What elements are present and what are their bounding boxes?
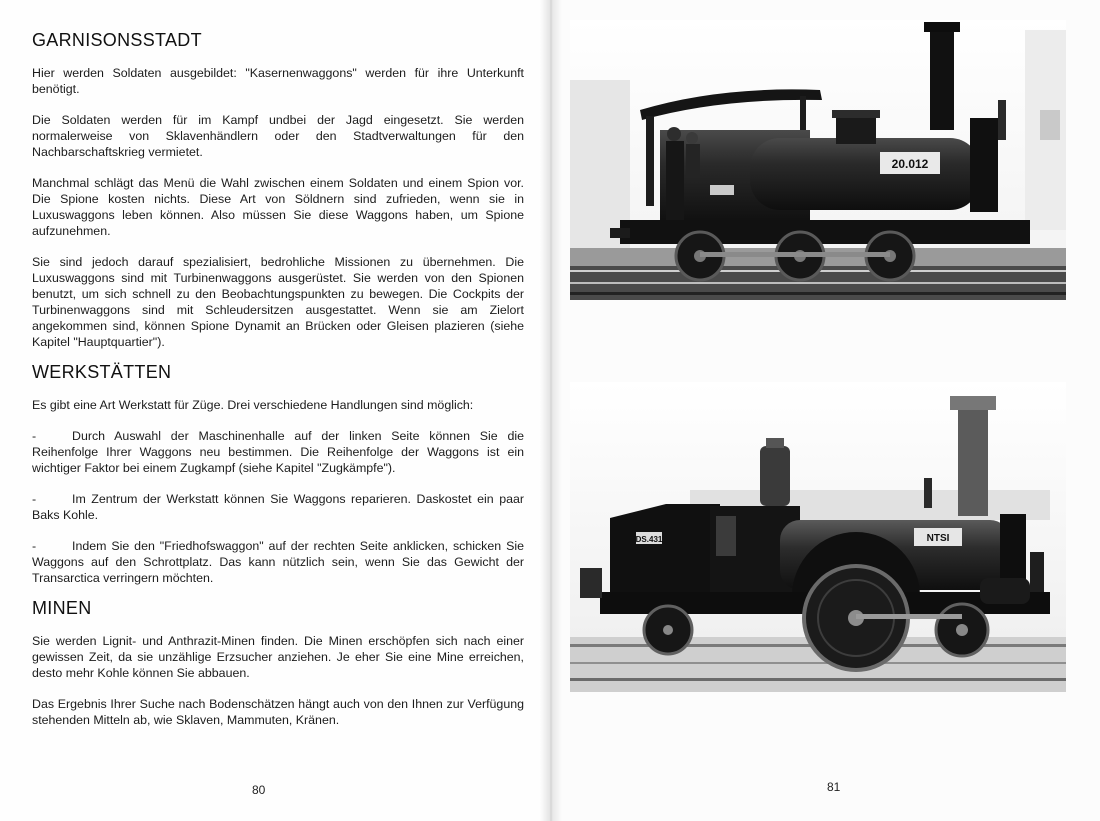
loco1-number-plate: 20.012 (891, 157, 929, 171)
section-heading-werkstaetten: WERKSTÄTTEN (32, 362, 172, 382)
list-item (32, 538, 524, 586)
list-item-text: Indem Sie den "Friedhofswaggon" auf der rechten Seite anklicken, schicken Sie Waggons auf den Schrottplatz. Das kann nützlich sein, wenn Sie das Gewicht der Transarctica verringern möchten. (32, 539, 524, 585)
paragraph: Die Soldaten werden für im Kampf undbei der Jagd eingesetzt. Sie werden normalerweise von Sklavenhändlern oder den Stadtverwaltungen für den Nachbarschaftskrieg vermietet. (32, 113, 524, 159)
paragraph: Sie werden Lignit- und Anthrazit-Minen finden. Die Minen erschöpfen sich nach einer gewissen Zeit, da sie unzählige Erzsucher anziehen. Je eher Sie eine Mine erreichen, desto mehr Kohle können Sie abbauen. (32, 634, 524, 680)
right-page (550, 0, 1100, 821)
locomotive-photo-1 (570, 20, 1066, 300)
page-number-left: 80 (252, 783, 266, 797)
locomotive-photo-2-image (570, 382, 1066, 692)
section-heading-minen: MINEN (32, 598, 92, 618)
paragraph: Das Ergebnis Ihrer Suche nach Bodenschätzen hängt auch von den Ihnen zur Verfügung stehenden Mitteln ab, wie Sklaven, Mammuten, Kränen. (32, 697, 524, 727)
list-item-text: Im Zentrum der Werkstatt können Sie Waggons reparieren. Daskostet ein paar Baks Kohle. (32, 492, 524, 522)
list-dash: - (32, 429, 37, 443)
list-item-text: Durch Auswahl der Maschinenhalle auf der linken Seite können Sie die Reihenfolge Ihrer Waggons neu bestimmen. Die Reihenfolge der Waggons ist ein wichtiger Faktor bei einem Zugkampf (siehe Kapitel "Zugkämpfe"). (32, 429, 524, 475)
list-item (32, 428, 524, 476)
paragraph: Es gibt eine Art Werkstatt für Züge. Drei verschiedene Handlungen sind möglich: (32, 398, 474, 412)
paragraph: Hier werden Soldaten ausgebildet: "Kasernenwaggons" werden für ihre Unterkunft benötigt. (32, 66, 524, 96)
loco2-front-plate: NTSI (926, 533, 950, 544)
list-dash: - (32, 492, 37, 506)
locomotive-photo-2 (570, 382, 1066, 692)
loco2-cab-plate: DS.431 (635, 535, 663, 544)
list-item (32, 491, 524, 523)
section-heading-garnisonsstadt: GARNISONSSTADT (32, 30, 202, 50)
list-dash: - (32, 539, 37, 553)
book-gutter (540, 0, 562, 821)
paragraph: Sie sind jedoch darauf spezialisiert, bedrohliche Missionen zu übernehmen. Die Luxuswaggons sind mit Turbinenwaggons ausgerüstet. Sie werden von den Spionen benutzt, um sich schnell zu den Beobachtungspunkten zu bewegen. Die Cockpits der Turbinenwaggons sind mit Schleudersitzen ausgestattet. Wenn sie am Zielort angekommen sind, können Spione Dynamit an Brücken oder Gleisen plazieren (siehe Kapitel "Hauptquartier"). (32, 255, 524, 349)
left-page-content (32, 30, 524, 743)
locomotive-photo-1-image (570, 20, 1066, 300)
page-number-right: 81 (827, 780, 841, 794)
paragraph: Manchmal schlägt das Menü die Wahl zwischen einem Soldaten und einem Spion vor. Die Spione kosten nichts. Diese Art von Söldnern sind zufrieden, wenn sie in Luxuswaggons leben können. Also müssen Sie diese Waggons haben, um Spione aufzunehmen. (32, 176, 524, 238)
